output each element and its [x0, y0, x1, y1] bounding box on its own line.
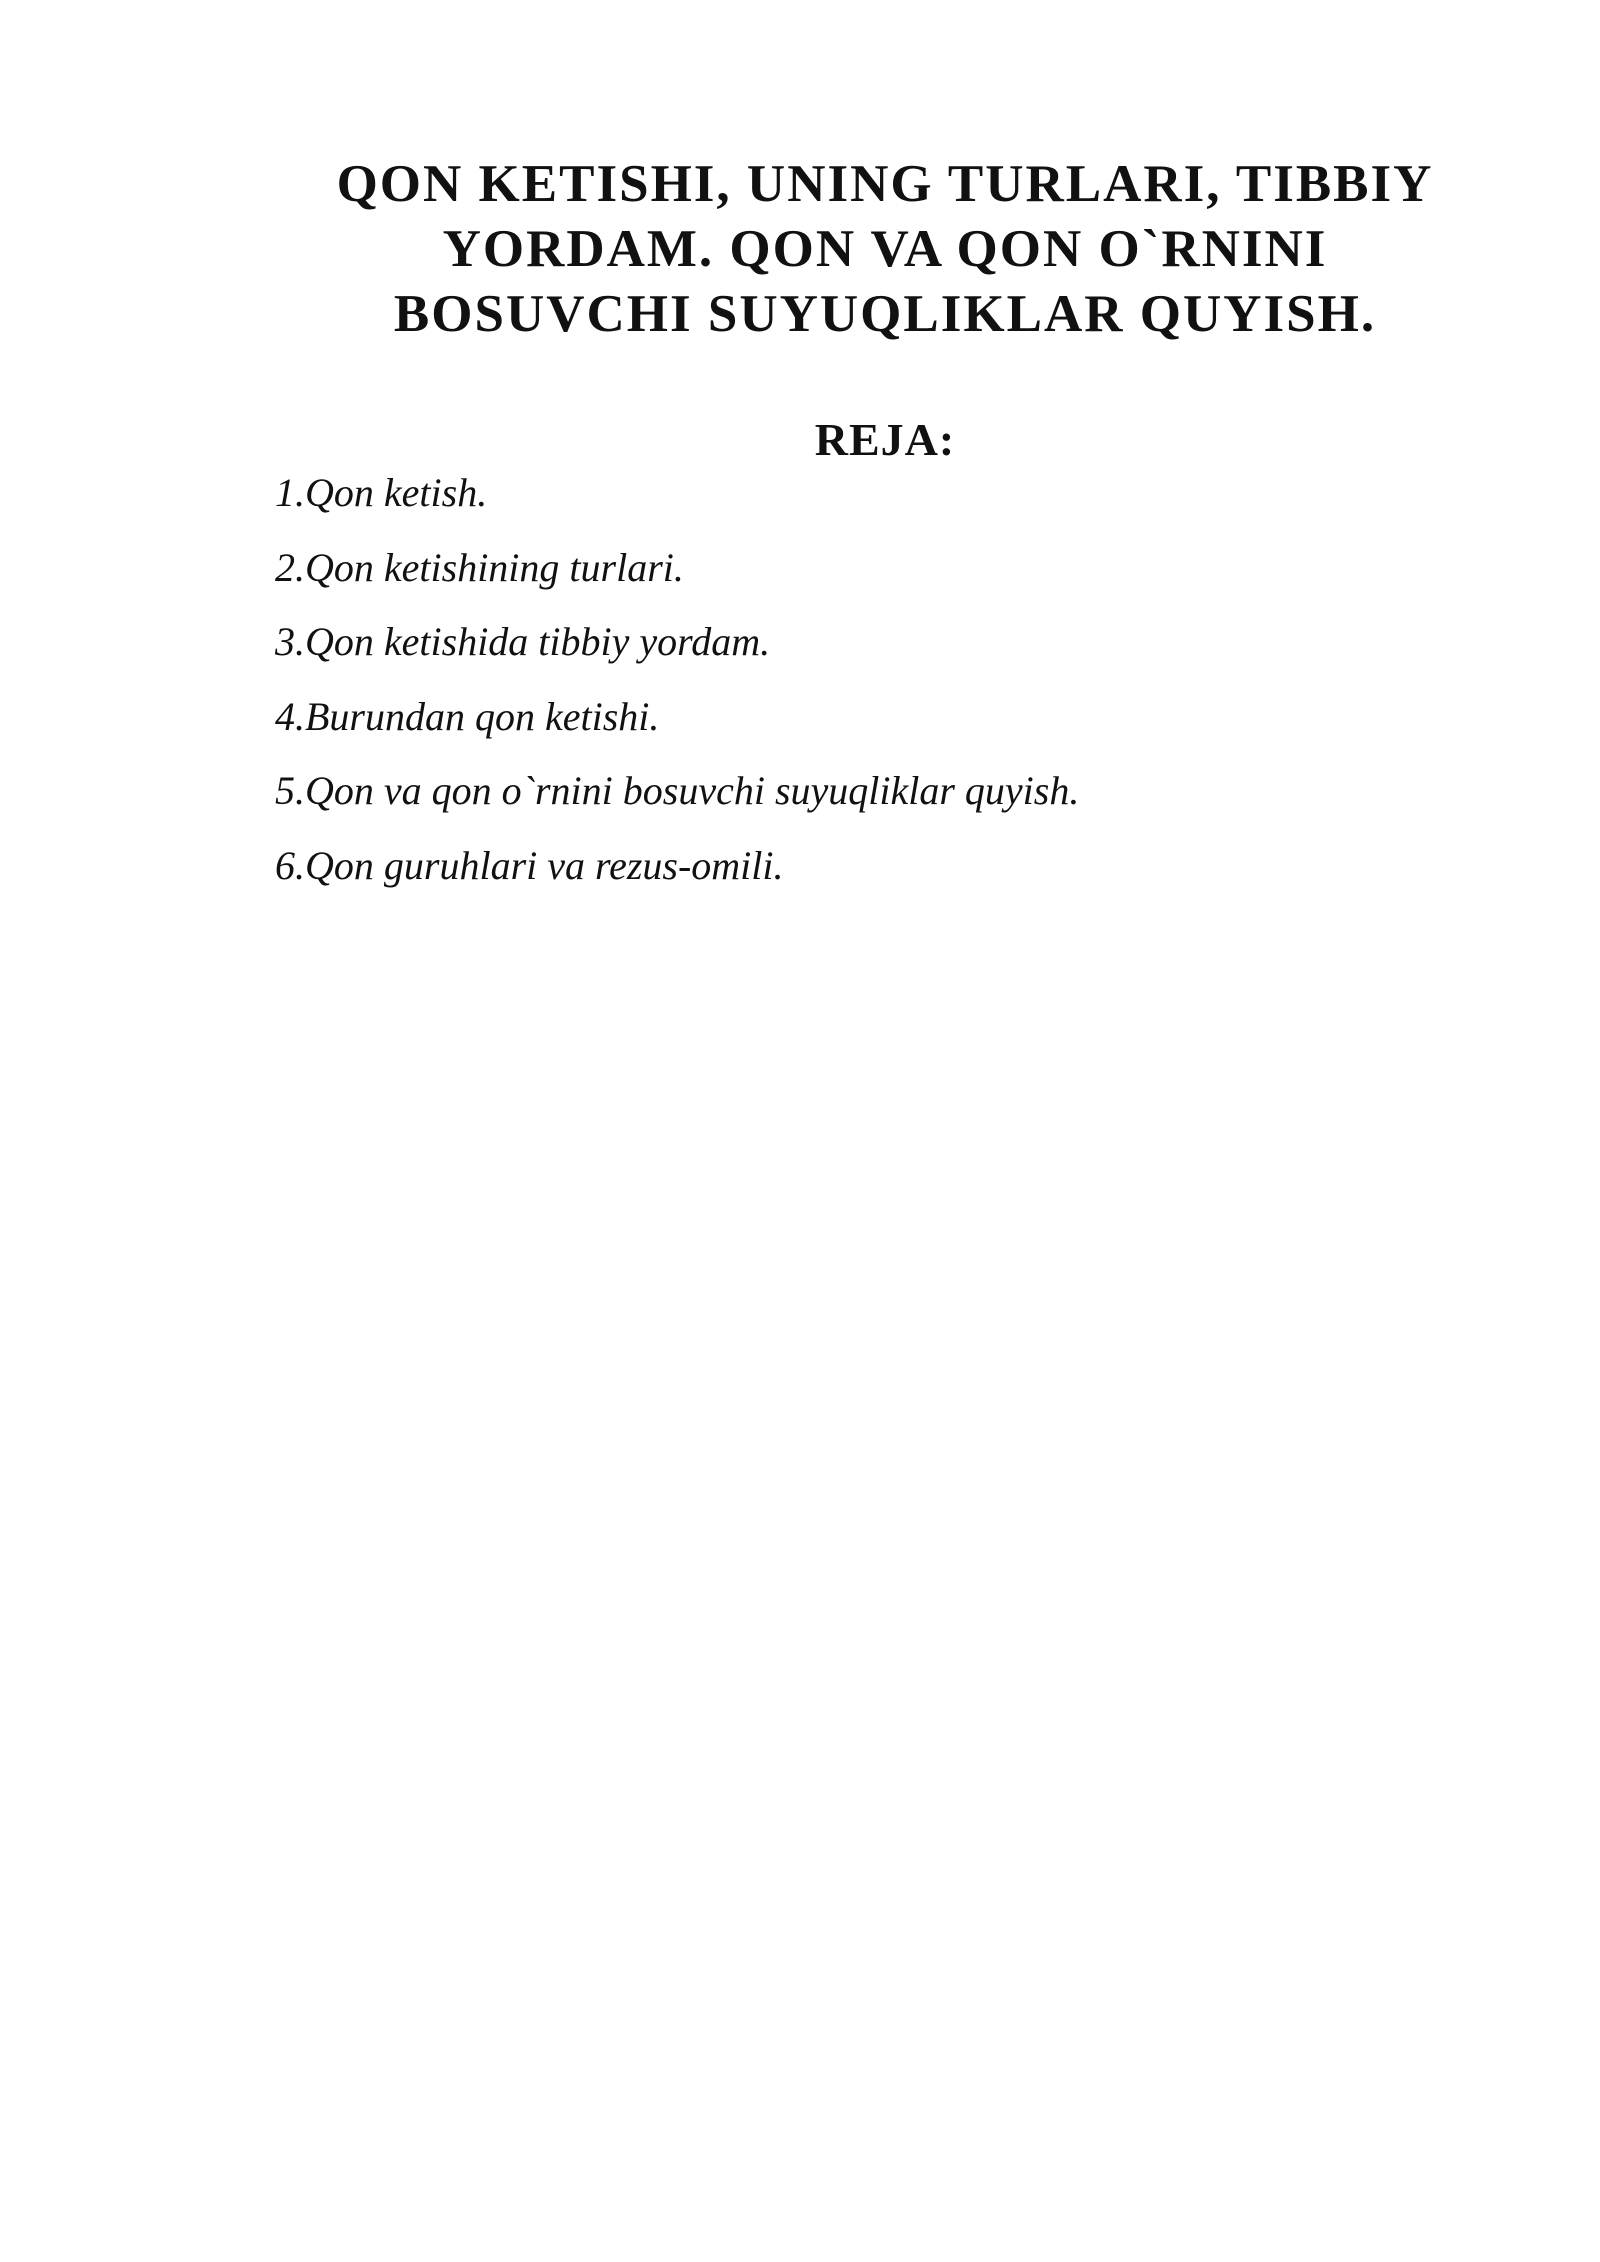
plan-heading: REJA: — [814, 414, 956, 465]
plan-item-6: 6.Qon guruhlari va rezus-omili. — [275, 842, 784, 888]
plan-item-2: 2.Qon ketishining turlari. — [275, 544, 684, 590]
document-title — [270, 152, 1500, 347]
title-line-3: BOSUVCHI SUYUQLIKLAR QUYISH. — [393, 285, 1377, 343]
plan-item-5: 5.Qon va qon o`rnini bosuvchi suyuqliklar quyish. — [275, 768, 1080, 814]
title-line-1: QON KETISHI, UNING TURLARI, TIBBIY — [336, 155, 1434, 213]
plan-list — [275, 465, 1079, 913]
plan-item-4: 4.Burundan qon ketishi. — [275, 693, 660, 739]
title-line-2: YORDAM. QON VA QON O`RNINI — [442, 220, 1328, 278]
plan-item-1: 1.Qon ketish. — [275, 470, 488, 515]
plan-item-3: 3.Qon ketishida tibbiy yordam. — [275, 619, 771, 665]
